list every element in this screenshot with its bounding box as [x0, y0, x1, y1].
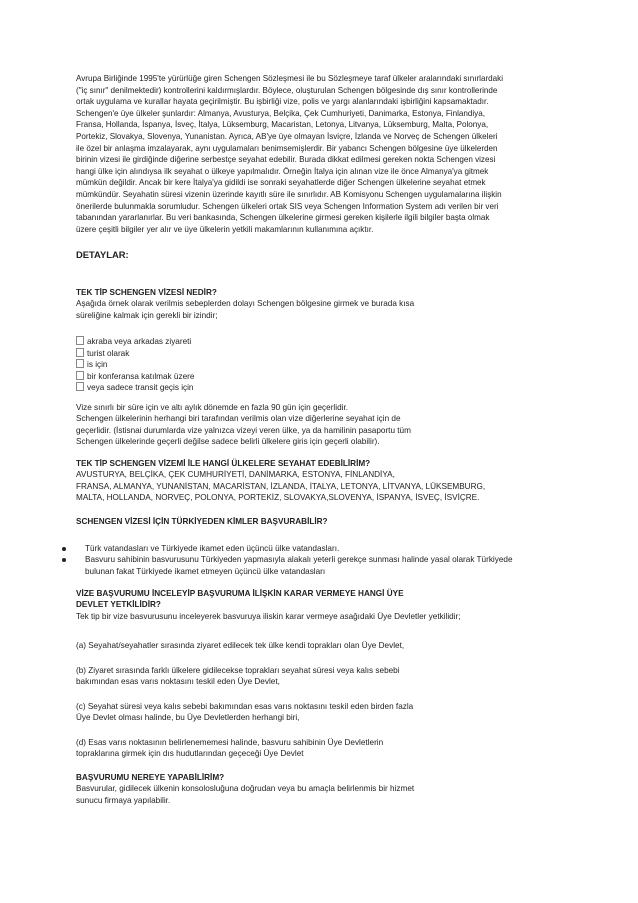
list-item: turist olarak — [76, 348, 194, 360]
section-text-line: Tek tip bir vize basvurusunu inceleyerek basvuruya iliskin karar vermeye asağıdaki Üye Devletler yetkilidir; — [76, 611, 461, 621]
intro-line: Portekiz, Slovakya, Slovenya, Yunanistan. Ayrıca, AB'ye üye olmayan İsviçre, İzlanda ve Norveç de Schengen ülkeleri — [76, 131, 498, 141]
clause-d: (d) Esas varıs noktasının belirlenememesi halinde, basvuru sahibinin Üye Devletlerin topraklarına girmek için dıs hudutlarından geçeceği Üye Devlet — [76, 738, 384, 759]
visa-validity-paragraph — [76, 402, 596, 448]
intro-line: birinin vizesi ile girdiğinde diğerine serbestçe seyahat edebilir. Burada dikkat edilmesi gereken nokta Schengen vizesi — [76, 155, 496, 165]
intro-line: mümkün değildir. Ancak bir kere İtalya'ya gidildi ise sonraki seyahatlerde diğer Schengen ülkelerine seyahat etmek — [76, 178, 486, 188]
section-what-is-visa — [76, 287, 596, 321]
country-line: AVUSTURYA, BELÇİKA, ÇEK CUMHURİYETİ, DANİMARKA, ESTONYA, FİNLANDİYA, — [76, 470, 395, 480]
section-title: TEK TİP SCHENGEN VİZESİ NEDİR? — [76, 288, 217, 297]
section-text-line: Schengen ülkelerinin herhangi biri tarafından verilmis olan vize diğerlerine seyahat için de — [76, 414, 401, 424]
checkbox-glyph-icon — [76, 359, 84, 368]
section-text-line: sunucu firmaya yapılabilir. — [76, 795, 171, 805]
list-item: Basvuru sahibinin basvurusunu Türkiyeden yapmasıyla alakalı yeterli gerekçe sunması halinde yasal olarak Türkiyede bulunan fakat Türkiyede ikamet etmeyen üçüncü ülke vatandasları — [60, 554, 513, 577]
clause-a: (a) Seyahat/seyahatler sırasında ziyaret edilecek tek ülke kendi toprakları olan Üye Devlet, — [76, 641, 405, 650]
intro-line: Schengen'e üye ülkeler şunlardır: Almanya, Avusturya, Belçika, Çek Cumhuriyeti, Danimarka, Estonya, Finlandiya, — [76, 108, 485, 118]
section-text-line: Vize sınırlı bir süre için ve altı aylık dönemde en fazla 90 gün için geçerlidir. — [76, 403, 348, 412]
section-text-line: Schengen ülkelerinde geçerli değilse sadece belirli ülkelere giris için geçerli olabilir). — [76, 437, 380, 447]
section-text-line: Aşağıda örnek olarak verilmis sebeplerden dolayı Schengen bölgesine girmek ve burada kısa — [76, 299, 415, 309]
country-line: FRANSA, ALMANYA, YUNANİSTAN, MACARİSTAN, İZLANDA, İTALYA, LETONYA, LİTVANYA, LÜKSEMBURG, — [76, 481, 486, 491]
intro-paragraph — [76, 73, 596, 235]
intro-line: önerilerde bulunmakla sorumludur. Schengen ülkeleri ortak SIS veya Schengen Information System adı verilen bir veri — [76, 201, 499, 211]
intro-line: mümkündür. Seyahatin süresi vizenin üzerinde kayıtlı süre ile sınırlıdır. AB Komisyonu Schengen uygulamalarına ilişkin — [76, 189, 502, 199]
list-item: bir konferansa katılmak üzere — [76, 371, 194, 383]
list-item: Türk vatandasları ve Türkiyede ikamet eden üçüncü ülke vatandasları. — [60, 543, 513, 554]
bullet-icon — [62, 547, 66, 551]
detaylar-heading: DETAYLAR: — [76, 249, 129, 260]
list-item: veya sadece transit geçis için — [76, 382, 194, 394]
checkbox-glyph-icon — [76, 382, 84, 391]
intro-line: ("iç sınır" denilmektedir) kontrollerini kaldırmışlardır. Böylece, oluşturulan Schengen bölgesinde dış sınır kontrollerinde — [76, 85, 498, 95]
list-item: akraba veya arkadas ziyareti — [76, 336, 194, 348]
intro-line: tabanından yararlanırlar. Bu veri bankasında, Schengen ülkelerine girmesi gereken kişilerle ilgili bilgiler başta olmak — [76, 213, 490, 223]
section-text-line: Basvurular, gidilecek ülkenin konsolosluğuna doğrudan veya bu amaçla belirlenmis bir hizmet — [76, 784, 415, 794]
section-text-line: geçerlidir. (İstisnai durumlarda vize yalnızca vizeyi veren ülke, ya da hamilinin pasaportu tüm — [76, 425, 411, 435]
section-title: SCHENGEN VİZESİ İÇİN TÜRKİYEDEN KİMLER BAŞVURABİLİR? — [76, 517, 328, 526]
section-title: VİZE BAŞVURUMU İNCELEYİP BAŞVURUMA İLİŞKİN KARAR VERMEYE HANGİ ÜYE — [76, 589, 404, 598]
section-where-to-apply — [76, 772, 596, 806]
clause-c: (c) Seyahat süresi veya kalıs sebebi bakımından esas varıs noktasını teskil eden birden fazla Üye Devlet olması halinde, bu Üye Devletlerden herhangi biri, — [76, 702, 414, 723]
intro-line: Avrupa Birliğinde 1995'te yürürlüğe giren Schengen Sözleşmesi ile bu Sözleşmeye taraf ülkeler aralarındaki sınırlardaki — [76, 74, 503, 83]
intro-line: üzere çeşitli bilgiler yer alır ve üye ülkelerin yetkili makamlarının kullanımına açıktır. — [76, 224, 374, 234]
section-text-line: süreliğine kalmak için gerekli bir izindir; — [76, 310, 218, 320]
section-which-countries — [76, 458, 596, 504]
intro-line: hangi ülke için alındıysa ilk seyahat o ülkeye yapılmalıdır. Örneğin İtalya için alınan vize ile önce Almanya'ya gitmek — [76, 166, 489, 176]
country-line: MALTA, HOLLANDA, NORVEÇ, POLONYA, PORTEKİZ, SLOVAKYA,SLOVENYA, İSPANYA, İSVEÇ, İSVİÇRE. — [76, 493, 480, 503]
checkbox-glyph-icon — [76, 371, 84, 380]
bullet-icon — [62, 558, 66, 562]
list-item: is için — [76, 359, 194, 371]
visit-reason-list — [76, 336, 194, 394]
intro-line: ile özel bir anlaşma imzalayarak, aynı uygulamaları benimsemişlerdir. Bir yabancı Schengen bölgesine üye ülkelerden — [76, 143, 498, 153]
intro-line: ortak uygulama ve kurallar hayata geçirilmiştir. Bu işbirliği vize, polis ve yargı alanlarındaki işbirliğini kapsamaktadır. — [76, 97, 489, 107]
clause-b: (b) Ziyaret sırasında farklı ülkelere gidilecekse toprakları seyahat süresi veya kalıs sebebi bakımından esas varıs noktasını teskil eden Üye Devlet, — [76, 666, 400, 687]
section-title: TEK TİP SCHENGEN VİZEMİ İLE HANGİ ÜLKELERE SEYAHAT EDEBİLİRİM? — [76, 459, 371, 468]
section-title: BAŞVURUMU NEREYE YAPABİLİRİM? — [76, 773, 225, 782]
intro-line: Fransa, Hollanda, İspanya, İsveç, İtalya, Lüksemburg, Macaristan, Letonya, Litvanya, Lüksemburg, Malta, Polonya, — [76, 120, 489, 130]
checkbox-glyph-icon — [76, 336, 84, 345]
section-title: DEVLET YETKİLİDİR? — [76, 600, 161, 610]
section-who-can-apply — [76, 516, 596, 527]
checkbox-glyph-icon — [76, 348, 84, 357]
section-which-state-decides — [76, 588, 596, 622]
applicant-list — [60, 543, 513, 577]
